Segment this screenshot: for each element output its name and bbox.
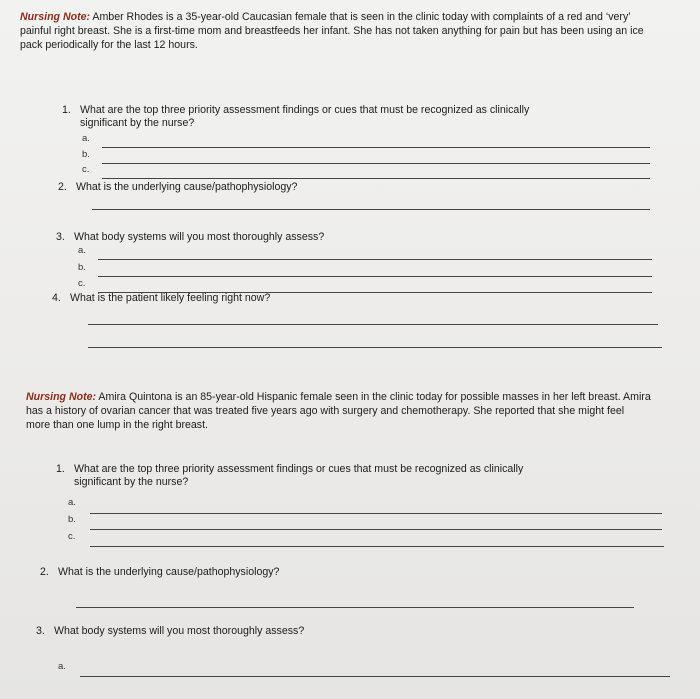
case2-q1-answer-a[interactable] [90, 513, 662, 514]
case1-q3-answer-a[interactable] [98, 259, 652, 260]
case1-q4-answer-2[interactable] [88, 347, 662, 348]
case1-q4-answer-1[interactable] [88, 324, 658, 325]
case1-q3-answer-b[interactable] [98, 276, 652, 277]
case1-q1-answer-b[interactable] [102, 163, 650, 164]
case2-q1-sub-a: a. [68, 497, 76, 508]
case1-q1-sub-a: a. [82, 133, 90, 144]
case1-text: Amber Rhodes is a 35-year-old Caucasian female that is seen in the clinic today with complaints of a red and ‘very’ painful right breast. She is a first-time mom and breastfeeds her infant. She has not taken anything for pain but has been using an ice pack periodically for the last 12 hours. [20, 11, 644, 51]
case1-q1-answer-c[interactable] [102, 178, 650, 179]
case2-nursing-note [26, 390, 651, 432]
case2-question-2: 2. What is the underlying cause/pathophysiology? [40, 566, 280, 578]
case1-q3-sub-a: a. [78, 245, 86, 256]
case1-label: Nursing Note: [20, 11, 91, 23]
case2-q3-answer-a[interactable] [80, 676, 670, 677]
case2-q2-answer[interactable] [76, 607, 634, 608]
case1-question-2: 2. What is the underlying cause/pathophysiology? [58, 181, 298, 193]
case1-question-4: 4. What is the patient likely feeling right now? [52, 292, 271, 304]
case2-question-1: 1. What are the top three priority assessment findings or cues that must be recognized as clinically significant by the nurse? [56, 463, 524, 488]
case1-q1-sub-b: b. [82, 149, 90, 160]
case1-question-1: 1. What are the top three priority assessment findings or cues that must be recognized as clinically significant by the nurse? [62, 104, 530, 129]
case2-question-3: 3. What body systems will you most thoroughly assess? [36, 625, 305, 637]
case2-q1-answer-c[interactable] [90, 546, 664, 547]
case2-q1-sub-b: b. [68, 514, 76, 525]
case1-q2-answer[interactable] [92, 209, 650, 210]
case1-nursing-note [20, 10, 645, 52]
case2-text: Amira Quintona is an 85-year-old Hispanic female seen in the clinic today for possible masses in her left breast. Amira has a history of ovarian cancer that was treated five years ago with surgery and chemotherapy. She reported that she might feel more than one lump in the right breast. [26, 391, 651, 431]
case1-question-3: 3. What body systems will you most thoroughly assess? [56, 231, 325, 243]
case1-q3-sub-b: b. [78, 262, 86, 273]
case2-q1-answer-b[interactable] [90, 529, 662, 530]
case2-q3-sub-a: a. [58, 661, 66, 672]
case2-label: Nursing Note: [26, 391, 97, 403]
case1-q1-sub-c: c. [82, 164, 90, 175]
case1-q1-answer-a[interactable] [102, 147, 650, 148]
case1-q3-sub-c: c. [78, 278, 86, 289]
case2-q1-sub-c: c. [68, 531, 76, 542]
